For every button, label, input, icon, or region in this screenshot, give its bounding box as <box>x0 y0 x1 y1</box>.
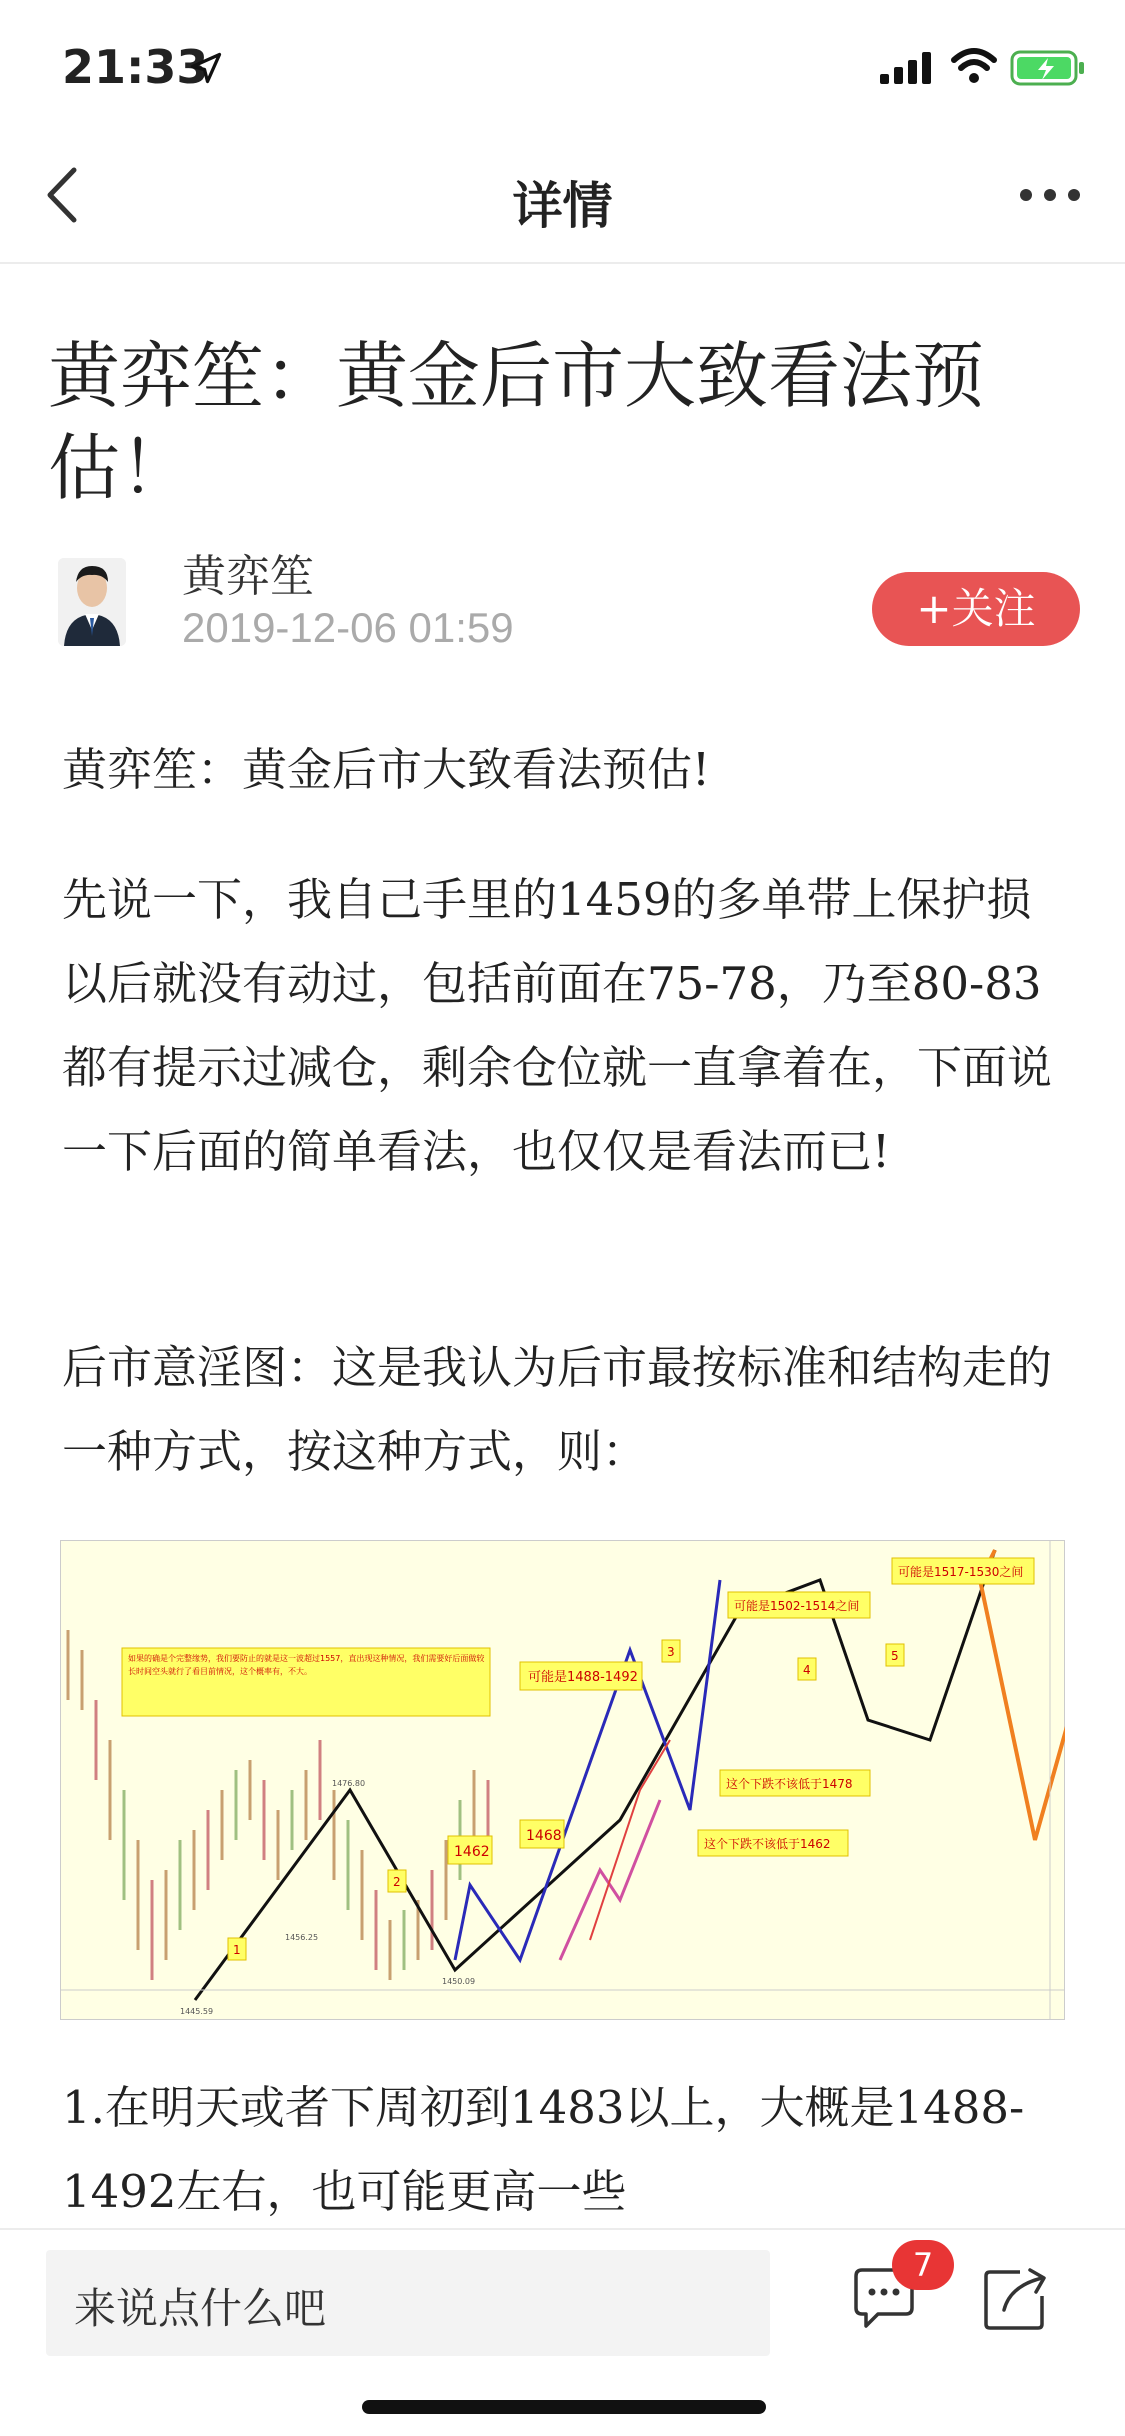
chart-note-box: 如果的确是个完整缘势，我们要防止的就是这一波超过1557，直出现这种情况，我们需要好后面做较长时间空头就行了看目前情况，这个概率有，不大。 <box>128 1654 485 1676</box>
wave-label-3: 3 <box>667 1645 675 1659</box>
status-time: 21:33 <box>62 40 209 94</box>
wifi-icon <box>950 46 998 86</box>
price-low-2: 1450.09 <box>442 1977 476 1986</box>
wave-label-5: 5 <box>891 1649 899 1663</box>
wave-label-4: 4 <box>803 1663 811 1677</box>
bottom-divider <box>0 2228 1125 2230</box>
share-icon[interactable] <box>980 2262 1052 2334</box>
article-chart-image[interactable] <box>60 1540 1065 2020</box>
page-title: 详情 <box>512 177 613 235</box>
label-1468: 1468 <box>526 1828 562 1844</box>
post-timestamp: 2019-12-06 01:59 <box>182 604 514 651</box>
article-paragraph-3: 1.在明天或者下周初到1483以上，大概是1488-1492左右，也可能更高一些 <box>62 2081 1025 2218</box>
comment-count-badge: 7 <box>892 2240 954 2290</box>
author-avatar[interactable] <box>58 558 126 646</box>
price-high: 1476.80 <box>332 1779 366 1788</box>
nav-divider <box>0 262 1125 264</box>
home-indicator <box>362 2400 766 2414</box>
follow-button[interactable]: +关注 <box>872 572 1080 646</box>
label-1502: 可能是1502-1514之间 <box>734 1599 860 1613</box>
article-title: 黄弈笙：黄金后市大致看法预估！ <box>48 334 985 510</box>
battery-icon <box>1010 50 1086 86</box>
article-paragraph-1: 先说一下，我自己手里的1459的多单带上保护损以后就没有动过，包括前面在75-78，乃至80-83都有提示过减仓，剩余仓位就一直拿着在，下面说一下后面的简单看法，也仅仅是看法而已! <box>62 873 1053 1178</box>
author-name[interactable]: 黄弈笙 <box>182 551 314 602</box>
wave-label-1: 1 <box>233 1943 241 1957</box>
more-icon[interactable] <box>1010 175 1090 215</box>
signal-icon <box>880 52 934 84</box>
label-1488: 可能是1488-1492 <box>528 1670 638 1685</box>
price-low: 1445.59 <box>180 2007 214 2016</box>
wave-label-2: 2 <box>393 1875 401 1889</box>
price-mid: 1456.25 <box>285 1933 319 1942</box>
label-1462: 1462 <box>454 1844 490 1860</box>
label-1478: 这个下跌不该低于1478 <box>726 1777 853 1791</box>
location-arrow-icon <box>188 50 224 86</box>
article-lead: 黄弈笙：黄金后市大致看法预估! <box>62 743 711 796</box>
label-1517: 可能是1517-1530之间 <box>898 1565 1024 1579</box>
label-1462-low: 这个下跌不该低于1462 <box>704 1837 831 1851</box>
comment-placeholder[interactable]: 来说点什么吧 <box>74 2284 327 2333</box>
article-paragraph-2: 后市意淫图：这是我认为后市最按标准和结构走的一种方式，按这种方式，则： <box>62 1341 1053 1478</box>
